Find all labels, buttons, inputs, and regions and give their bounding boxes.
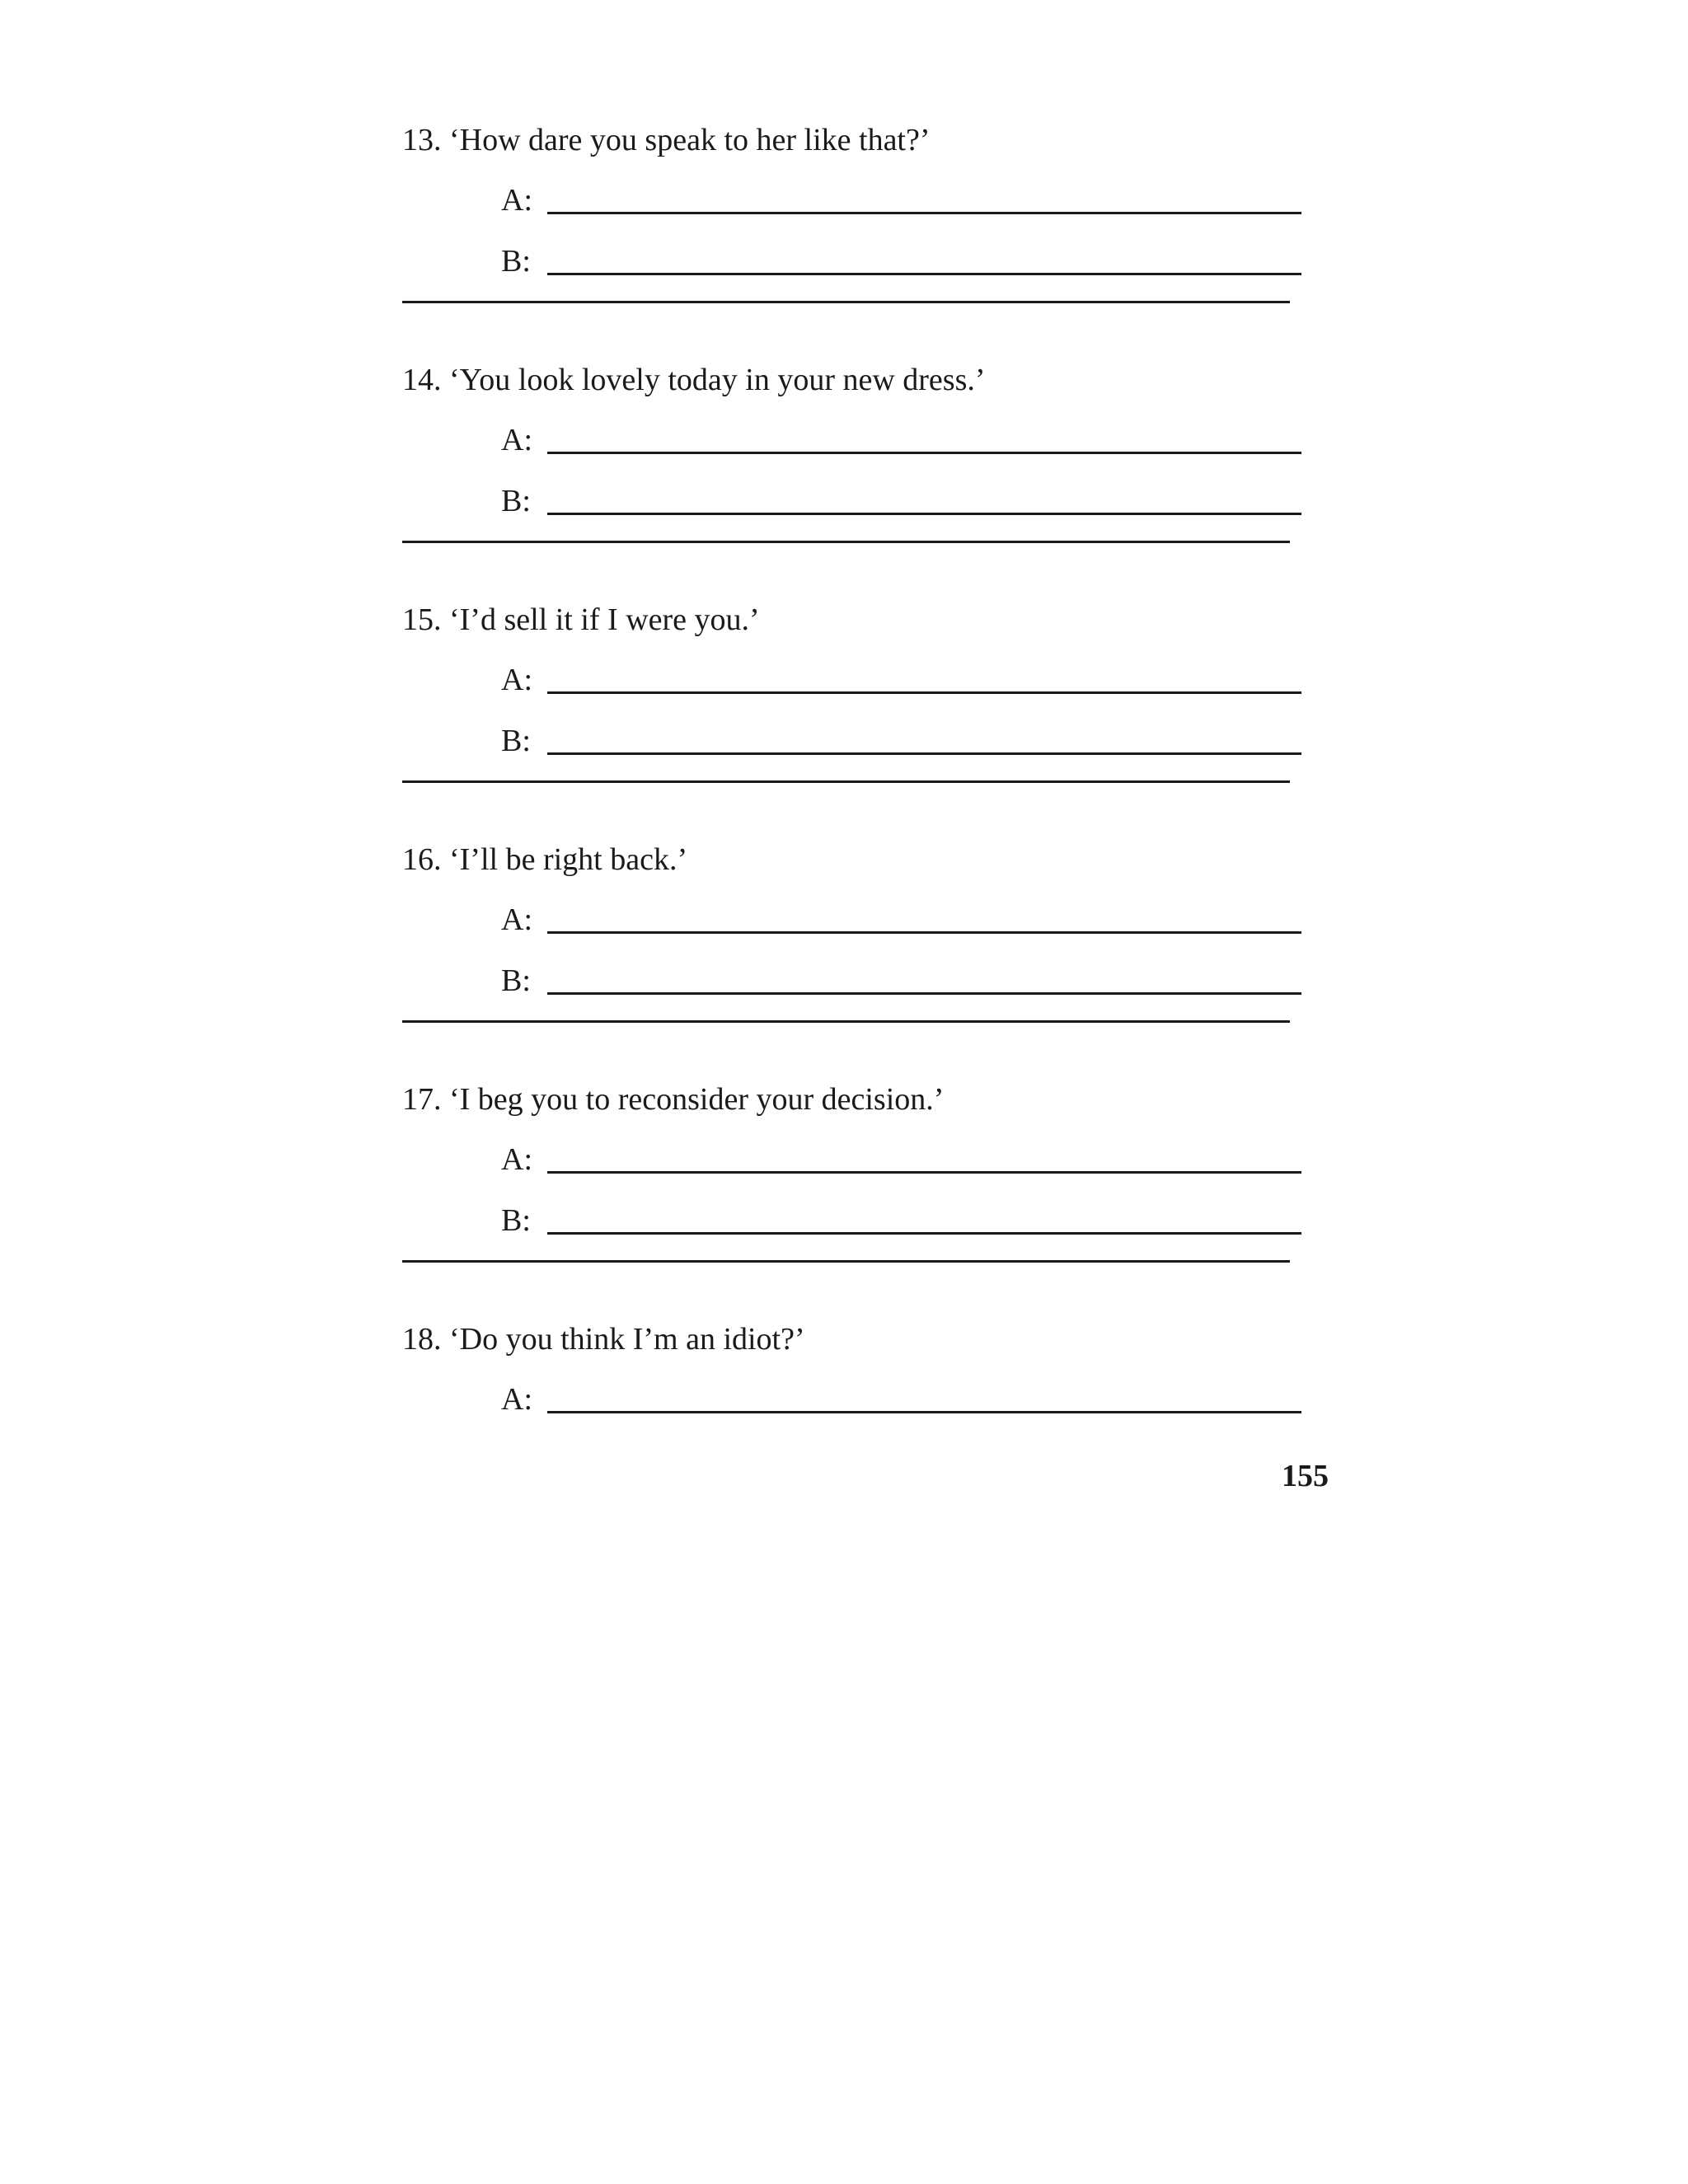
question-18 (402, 1320, 1317, 1436)
answer-a-blank[interactable] (547, 1171, 1301, 1174)
answer-b-label: B: (501, 484, 531, 518)
question-quote: ‘How dare you speak to her like that?’ (449, 123, 931, 157)
answer-b-label: B: (501, 1203, 531, 1238)
answer-a-blank[interactable] (547, 931, 1301, 934)
answer-b-blank[interactable] (547, 752, 1301, 755)
question-text (402, 1320, 805, 1358)
answer-a-label: A: (501, 183, 532, 218)
answer-b-label: B: (501, 963, 531, 998)
answer-a-blank[interactable] (547, 1411, 1301, 1413)
answer-b-blank[interactable] (547, 513, 1301, 515)
question-text (402, 1080, 944, 1118)
question-14 (402, 361, 1317, 601)
explanation-blank[interactable] (402, 1260, 1290, 1263)
answer-a-label: A: (501, 423, 532, 457)
answer-b-blank[interactable] (547, 273, 1301, 275)
question-number: 18. (402, 1322, 442, 1357)
explanation-blank[interactable] (402, 780, 1290, 783)
answer-a-label: A: (501, 1382, 532, 1417)
question-13 (402, 121, 1317, 361)
question-number: 16. (402, 842, 442, 877)
question-text (402, 121, 931, 159)
explanation-blank[interactable] (402, 541, 1290, 543)
answer-b-label: B: (501, 244, 531, 279)
question-number: 13. (402, 123, 442, 157)
question-number: 15. (402, 602, 442, 637)
question-quote: ‘You look lovely today in your new dress.’ (449, 363, 986, 397)
explanation-blank[interactable] (402, 301, 1290, 303)
question-quote: ‘Do you think I’m an idiot?’ (449, 1322, 805, 1357)
question-quote: ‘I beg you to reconsider your decision.’ (449, 1082, 945, 1117)
answer-b-blank[interactable] (547, 992, 1301, 995)
question-text (402, 601, 760, 639)
answer-a-label: A: (501, 1142, 532, 1177)
question-16 (402, 841, 1317, 1080)
answer-a-blank[interactable] (547, 452, 1301, 454)
page-number: 155 (1282, 1459, 1329, 1493)
answer-b-label: B: (501, 724, 531, 758)
question-number: 17. (402, 1082, 442, 1117)
question-17 (402, 1080, 1317, 1320)
question-quote: ‘I’ll be right back.’ (449, 842, 688, 877)
answer-b-blank[interactable] (547, 1232, 1301, 1235)
question-15 (402, 601, 1317, 841)
question-quote: ‘I’d sell it if I were you.’ (449, 602, 760, 637)
answer-a-blank[interactable] (547, 691, 1301, 694)
answer-a-label: A: (501, 902, 532, 937)
explanation-blank[interactable] (402, 1020, 1290, 1023)
question-text (402, 361, 986, 399)
answer-a-label: A: (501, 663, 532, 697)
question-number: 14. (402, 363, 442, 397)
question-text (402, 841, 687, 879)
answer-a-blank[interactable] (547, 212, 1301, 214)
